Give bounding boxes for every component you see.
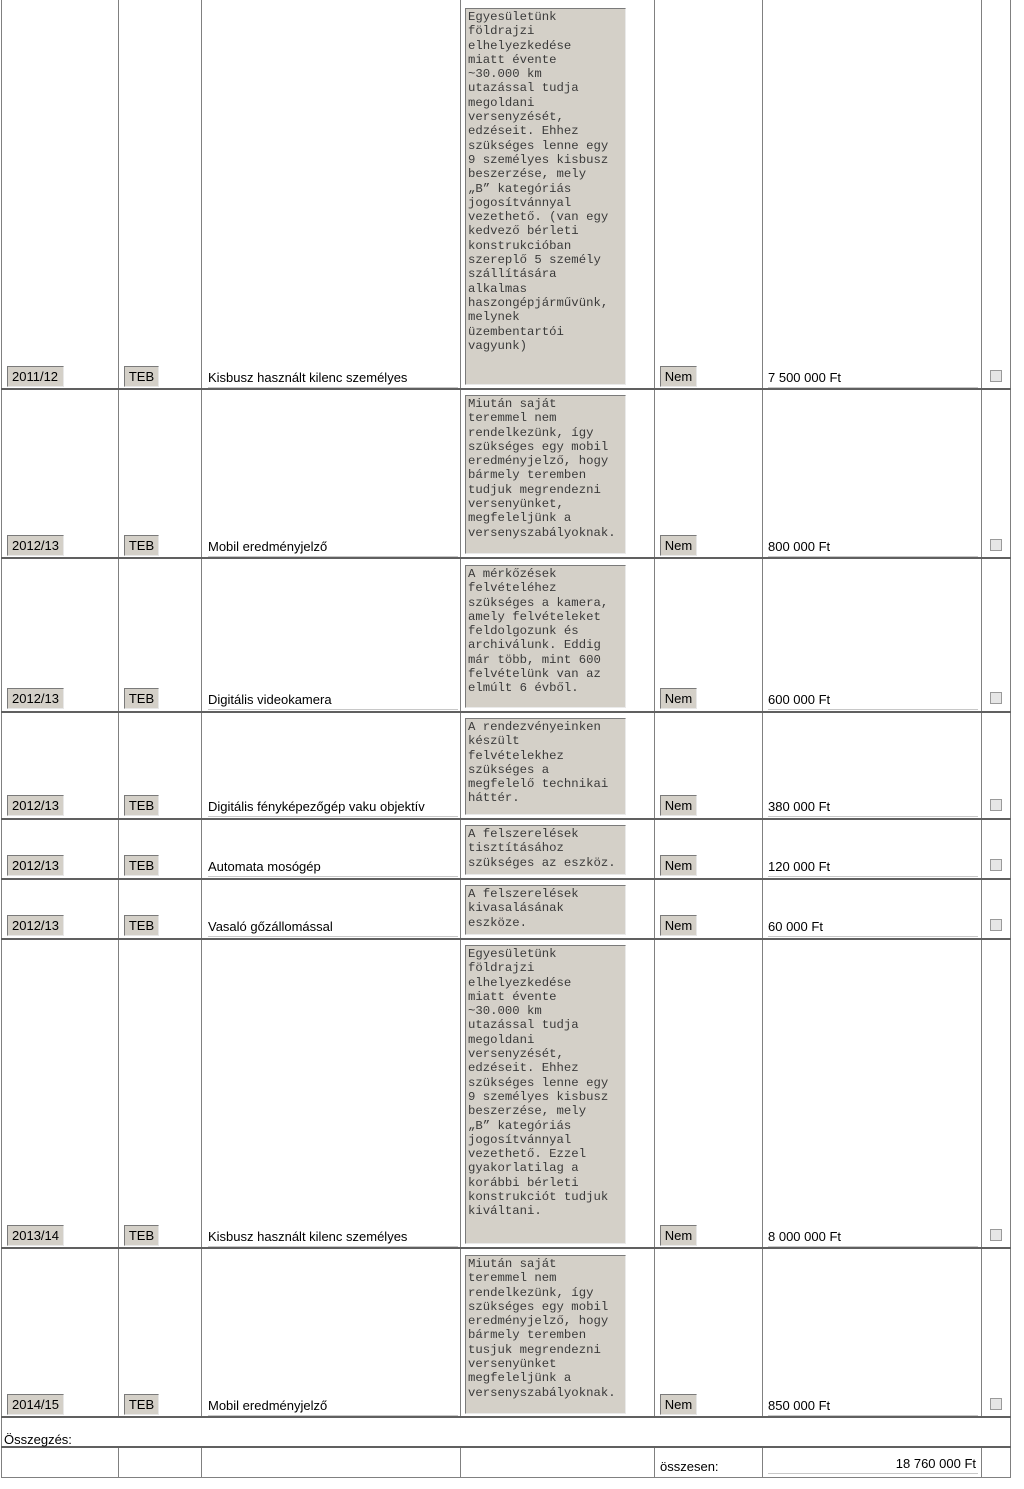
- answer-field[interactable]: Nem: [660, 795, 697, 816]
- answer-field[interactable]: Nem: [660, 915, 697, 936]
- type-field[interactable]: TEB: [124, 915, 159, 936]
- item-name[interactable]: Mobil eredményjelző: [208, 1398, 458, 1416]
- amount-field[interactable]: 850 000 Ft: [768, 1398, 978, 1416]
- summary-row-bg: [2, 1418, 1010, 1446]
- description-textarea[interactable]: Egyesületünk földrajzi elhelyezkedése miatt évente ~30.000 km utazással tudja megoldani versenyzését, edzéseit. Ehhez szükséges lenne egy 9 személyes kisbusz beszerzése, mely „B” kategóriás jogosítvánnyal vezethető. Ezzel gyakorlatilag a korábbi bérleti konstrukciót tudjuk kiváltani.: [465, 945, 626, 1244]
- row-divider: [1, 1446, 1011, 1448]
- year-field[interactable]: 2014/15: [7, 1394, 64, 1415]
- item-name[interactable]: Digitális videokamera: [208, 692, 458, 710]
- amount-field[interactable]: 8 000 000 Ft: [768, 1229, 978, 1247]
- type-field[interactable]: TEB: [124, 535, 159, 556]
- column-divider: [981, 0, 982, 1478]
- column-divider: [762, 0, 763, 1478]
- answer-field[interactable]: Nem: [660, 855, 697, 876]
- amount-field[interactable]: 120 000 Ft: [768, 859, 978, 877]
- answer-field[interactable]: Nem: [660, 688, 697, 709]
- description-textarea[interactable]: Miután saját teremmel nem rendelkezünk, így szükséges egy mobil eredményjelző, hogy bármely teremben tudjuk megrendezni versenyünket, megfeleljünk a versenyszabályoknak.: [465, 395, 626, 554]
- amount-field[interactable]: 800 000 Ft: [768, 539, 978, 557]
- row-divider: [1, 878, 1011, 880]
- answer-field[interactable]: Nem: [660, 1394, 697, 1415]
- description-textarea[interactable]: A rendezvényeinken készült felvételekhez szükséges a megfelelő technikai háttér.: [465, 718, 626, 815]
- amount-field[interactable]: 380 000 Ft: [768, 799, 978, 817]
- type-field[interactable]: TEB: [124, 855, 159, 876]
- row-checkbox[interactable]: [990, 539, 1002, 551]
- year-field[interactable]: 2012/13: [7, 915, 64, 936]
- row-checkbox[interactable]: [990, 859, 1002, 871]
- row-checkbox[interactable]: [990, 1398, 1002, 1410]
- description-textarea[interactable]: A felszerelések kivasalásának eszköze.: [465, 885, 626, 935]
- type-field[interactable]: TEB: [124, 1225, 159, 1246]
- answer-field[interactable]: Nem: [660, 1225, 697, 1246]
- year-field[interactable]: 2012/13: [7, 688, 64, 709]
- type-field[interactable]: TEB: [124, 688, 159, 709]
- column-divider: [654, 0, 655, 1478]
- item-name[interactable]: Automata mosógép: [208, 859, 458, 877]
- year-field[interactable]: 2011/12: [7, 366, 64, 387]
- year-field[interactable]: 2012/13: [7, 855, 64, 876]
- row-divider: [1, 711, 1011, 713]
- year-field[interactable]: 2012/13: [7, 795, 64, 816]
- row-divider: [1, 388, 1011, 390]
- row-divider: [1, 938, 1011, 940]
- year-field[interactable]: 2012/13: [7, 535, 64, 556]
- item-name[interactable]: Vasaló gőzállomással: [208, 919, 458, 937]
- row-divider: [1, 1247, 1011, 1249]
- row-checkbox[interactable]: [990, 919, 1002, 931]
- description-textarea[interactable]: Egyesületünk földrajzi elhelyezkedése miatt évente ~30.000 km utazással tudja megoldani versenyzését, edzéseit. Ehhez szükséges lenne egy 9 személyes kisbusz beszerzése, mely „B” kategóriás jogosítvánnyal vezethető. (van egy kedvező bérleti konstrukcióban szereplő 5 személy szállítására alkalmas haszongépjárművünk, melynek üzembentartói vagyunk): [465, 8, 626, 385]
- row-checkbox[interactable]: [990, 370, 1002, 382]
- item-name[interactable]: Mobil eredményjelző: [208, 539, 458, 557]
- item-name[interactable]: Digitális fényképezőgép vaku objektív: [208, 799, 458, 817]
- summary-label: Összegzés:: [4, 1432, 72, 1447]
- row-divider: [1, 818, 1011, 820]
- column-divider: [118, 0, 119, 1478]
- description-textarea[interactable]: A felszerelések tisztításához szükséges az eszköz.: [465, 825, 626, 875]
- type-field[interactable]: TEB: [124, 366, 159, 387]
- column-divider: [201, 0, 202, 1478]
- year-field[interactable]: 2013/14: [7, 1225, 64, 1246]
- column-divider: [460, 0, 461, 1478]
- total-amount-field[interactable]: 18 760 000 Ft: [768, 1456, 978, 1474]
- amount-field[interactable]: 600 000 Ft: [768, 692, 978, 710]
- row-checkbox[interactable]: [990, 799, 1002, 811]
- description-textarea[interactable]: A mérkőzések felvételéhez szükséges a kamera, amely felvételeket feldolgozunk és archiválunk. Eddig már több, mint 600 felvételünk van az elmúlt 6 évből.: [465, 565, 626, 708]
- item-name[interactable]: Kisbusz használt kilenc személyes: [208, 370, 458, 388]
- answer-field[interactable]: Nem: [660, 535, 697, 556]
- amount-field[interactable]: 60 000 Ft: [768, 919, 978, 937]
- item-name[interactable]: Kisbusz használt kilenc személyes: [208, 1229, 458, 1247]
- row-checkbox[interactable]: [990, 692, 1002, 704]
- answer-field[interactable]: Nem: [660, 366, 697, 387]
- row-checkbox[interactable]: [990, 1229, 1002, 1241]
- type-field[interactable]: TEB: [124, 795, 159, 816]
- description-textarea[interactable]: Miután saját teremmel nem rendelkezünk, így szükséges egy mobil eredményjelző, hogy bármely teremben tusjuk megrendezni versenyünket megfeleljünk a versenyszabályoknak.: [465, 1255, 626, 1414]
- total-label: összesen:: [660, 1459, 719, 1474]
- type-field[interactable]: TEB: [124, 1394, 159, 1415]
- row-divider: [1, 557, 1011, 559]
- amount-field[interactable]: 7 500 000 Ft: [768, 370, 978, 388]
